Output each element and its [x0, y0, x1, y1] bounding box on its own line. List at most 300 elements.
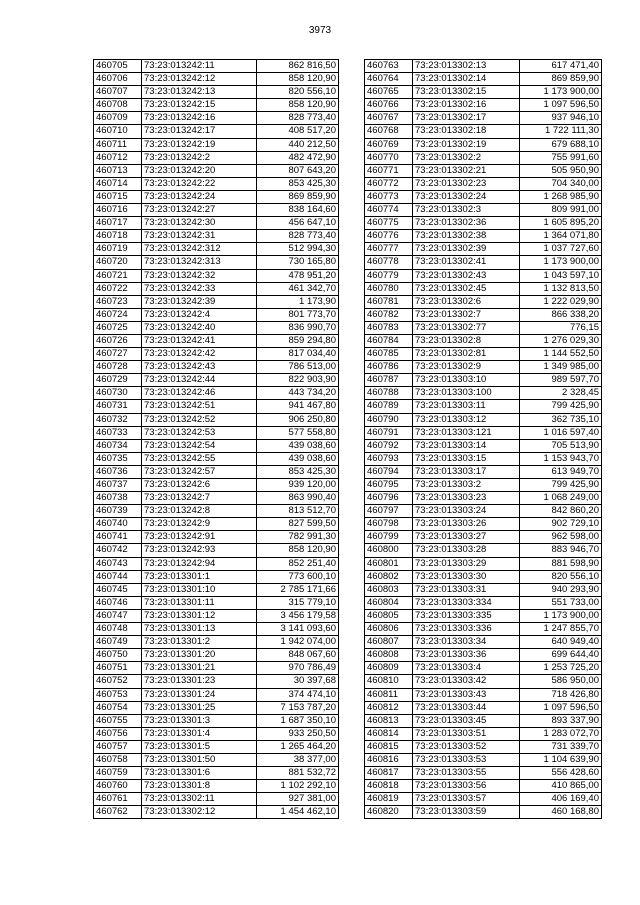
table-row: [94, 138, 339, 151]
table-row: [94, 387, 339, 400]
table-row: [94, 780, 339, 793]
cadastral-number-cell: 73:23:013302:8: [413, 334, 520, 347]
cadastral-value-cell: 822 903,90: [257, 374, 339, 387]
record-number-cell: 460790: [365, 413, 413, 426]
cadastral-value-cell: 482 472,90: [257, 151, 339, 164]
record-number-cell: 460807: [365, 636, 413, 649]
cadastral-number-cell: 73:23:013303:36: [413, 649, 520, 662]
record-number-cell: 460740: [94, 518, 142, 531]
cadastral-number-cell: 73:23:013303:15: [413, 452, 520, 465]
record-number-cell: 460820: [365, 806, 413, 819]
record-number-cell: 460713: [94, 164, 142, 177]
record-number-cell: 460774: [365, 204, 413, 217]
cadastral-number-cell: 73:23:013242:93: [142, 544, 257, 557]
table-row: [94, 321, 339, 334]
table-row: [365, 60, 602, 73]
cadastral-value-cell: 893 337,90: [520, 714, 602, 727]
cadastral-number-cell: 73:23:013242:13: [142, 86, 257, 99]
cadastral-value-cell: 3 141 093,60: [257, 623, 339, 636]
cadastral-number-cell: 73:23:013303:51: [413, 727, 520, 740]
cadastral-number-cell: 73:23:013301:1: [142, 570, 257, 583]
record-number-cell: 460725: [94, 321, 142, 334]
table-row: [94, 334, 339, 347]
cadastral-value-cell: 1 942 074,00: [257, 636, 339, 649]
record-number-cell: 460781: [365, 295, 413, 308]
cadastral-number-cell: 73:23:013302:39: [413, 243, 520, 256]
table-row: [94, 269, 339, 282]
record-number-cell: 460733: [94, 426, 142, 439]
record-number-cell: 460758: [94, 753, 142, 766]
record-number-cell: 460812: [365, 701, 413, 714]
record-number-cell: 460779: [365, 269, 413, 282]
cadastral-value-cell: 1 132 813,50: [520, 282, 602, 295]
cadastral-number-cell: 73:23:013242:91: [142, 531, 257, 544]
cadastral-number-cell: 73:23:013303:334: [413, 596, 520, 609]
table-row: [365, 505, 602, 518]
record-number-cell: 460771: [365, 164, 413, 177]
cadastral-number-cell: 73:23:013242:54: [142, 439, 257, 452]
cadastral-value-cell: 902 729,10: [520, 518, 602, 531]
cadastral-number-cell: 73:23:013301:12: [142, 609, 257, 622]
cadastral-value-cell: 731 339,70: [520, 740, 602, 753]
cadastral-value-cell: 406 169,40: [520, 793, 602, 806]
table-row: [94, 99, 339, 112]
table-row: [365, 557, 602, 570]
table-row: [365, 609, 602, 622]
table-row: [365, 164, 602, 177]
table-row: [94, 374, 339, 387]
cadastral-number-cell: 73:23:013242:17: [142, 125, 257, 138]
cadastral-value-cell: 1 283 072,70: [520, 727, 602, 740]
cadastral-value-cell: 1 268 985,90: [520, 190, 602, 203]
cadastral-value-cell: 439 038,60: [257, 439, 339, 452]
cadastral-number-cell: 73:23:013242:43: [142, 361, 257, 374]
cadastral-number-cell: 73:23:013303:56: [413, 780, 520, 793]
table-row: [365, 400, 602, 413]
cadastral-value-cell: 859 294,80: [257, 334, 339, 347]
record-number-cell: 460745: [94, 583, 142, 596]
cadastral-value-cell: 786 513,00: [257, 361, 339, 374]
record-number-cell: 460715: [94, 190, 142, 203]
cadastral-number-cell: 73:23:013242:2: [142, 151, 257, 164]
record-number-cell: 460748: [94, 623, 142, 636]
cadastral-number-cell: 73:23:013242:31: [142, 230, 257, 243]
table-row: [365, 623, 602, 636]
cadastral-number-cell: 73:23:013303:44: [413, 701, 520, 714]
cadastral-number-cell: 73:23:013303:2: [413, 479, 520, 492]
table-row: [365, 99, 602, 112]
cadastral-value-cell: 989 597,70: [520, 374, 602, 387]
table-row: [94, 727, 339, 740]
cadastral-value-cell: 705 513,90: [520, 439, 602, 452]
record-number-cell: 460782: [365, 308, 413, 321]
table-row: [94, 531, 339, 544]
table-row: [94, 452, 339, 465]
table-row: [365, 439, 602, 452]
cadastral-value-cell: 869 859,90: [520, 73, 602, 86]
cadastral-value-cell: 853 425,30: [257, 177, 339, 190]
record-number-cell: 460735: [94, 452, 142, 465]
cadastral-value-cell: 374 474,10: [257, 688, 339, 701]
record-number-cell: 460727: [94, 348, 142, 361]
table-row: [94, 60, 339, 73]
record-number-cell: 460764: [365, 73, 413, 86]
cadastral-number-cell: 73:23:013303:43: [413, 688, 520, 701]
table-row: [365, 596, 602, 609]
cadastral-number-cell: 73:23:013242:24: [142, 190, 257, 203]
cadastral-value-cell: 2 328,45: [520, 387, 602, 400]
cadastral-number-cell: 73:23:013303:45: [413, 714, 520, 727]
cadastral-number-cell: 73:23:013242:51: [142, 400, 257, 413]
cadastral-value-cell: 782 991,30: [257, 531, 339, 544]
record-number-cell: 460773: [365, 190, 413, 203]
cadastral-value-cell: 1 173 900,00: [520, 256, 602, 269]
record-number-cell: 460795: [365, 479, 413, 492]
cadastral-number-cell: 73:23:013302:13: [413, 60, 520, 73]
record-number-cell: 460789: [365, 400, 413, 413]
record-number-cell: 460803: [365, 583, 413, 596]
cadastral-number-cell: 73:23:013242:7: [142, 492, 257, 505]
cadastral-value-cell: 883 946,70: [520, 544, 602, 557]
record-number-cell: 460761: [94, 793, 142, 806]
cadastral-value-cell: 30 397,68: [257, 675, 339, 688]
table-row: [365, 688, 602, 701]
cadastral-value-cell: 551 733,00: [520, 596, 602, 609]
table-row: [365, 348, 602, 361]
table-row: [365, 151, 602, 164]
record-number-cell: 460743: [94, 557, 142, 570]
record-number-cell: 460806: [365, 623, 413, 636]
table-row: [365, 701, 602, 714]
cadastral-value-cell: 933 250,50: [257, 727, 339, 740]
table-row: [365, 217, 602, 230]
table-row: [365, 675, 602, 688]
cadastral-number-cell: 73:23:013303:34: [413, 636, 520, 649]
cadastral-value-cell: 962 598,00: [520, 531, 602, 544]
cadastral-value-cell: 863 990,40: [257, 492, 339, 505]
record-number-cell: 460754: [94, 701, 142, 714]
record-number-cell: 460809: [365, 662, 413, 675]
cadastral-value-cell: 869 859,90: [257, 190, 339, 203]
cadastral-number-cell: 73:23:013242:39: [142, 295, 257, 308]
table-row: [365, 727, 602, 740]
table-row: [94, 164, 339, 177]
cadastral-number-cell: 73:23:013301:21: [142, 662, 257, 675]
record-number-cell: 460714: [94, 177, 142, 190]
cadastral-number-cell: 73:23:013303:4: [413, 662, 520, 675]
record-number-cell: 460744: [94, 570, 142, 583]
table-row: [365, 452, 602, 465]
table-row: [365, 125, 602, 138]
record-number-cell: 460716: [94, 204, 142, 217]
record-number-cell: 460732: [94, 413, 142, 426]
cadastral-number-cell: 73:23:013303:12: [413, 413, 520, 426]
cadastral-value-cell: 858 120,90: [257, 544, 339, 557]
table-row: [94, 361, 339, 374]
table-row: [94, 413, 339, 426]
cadastral-value-cell: 1 173 900,00: [520, 86, 602, 99]
record-number-cell: 460708: [94, 99, 142, 112]
cadastral-value-cell: 842 860,20: [520, 505, 602, 518]
cadastral-number-cell: 73:23:013301:20: [142, 649, 257, 662]
cadastral-number-cell: 73:23:013302:17: [413, 112, 520, 125]
record-number-cell: 460734: [94, 439, 142, 452]
table-row: [365, 361, 602, 374]
table-row: [365, 583, 602, 596]
cadastral-value-cell: 718 426,80: [520, 688, 602, 701]
table-row: [94, 675, 339, 688]
cadastral-number-cell: 73:23:013242:52: [142, 413, 257, 426]
table-row: [365, 753, 602, 766]
cadastral-number-cell: 73:23:013302:43: [413, 269, 520, 282]
cadastral-number-cell: 73:23:013242:19: [142, 138, 257, 151]
record-number-cell: 460719: [94, 243, 142, 256]
cadastral-value-cell: 1 349 985,00: [520, 361, 602, 374]
cadastral-number-cell: 73:23:013302:6: [413, 295, 520, 308]
record-number-cell: 460801: [365, 557, 413, 570]
table-row: [365, 204, 602, 217]
cadastral-value-cell: 3 456 179,58: [257, 609, 339, 622]
record-number-cell: 460784: [365, 334, 413, 347]
record-number-cell: 460778: [365, 256, 413, 269]
cadastral-value-cell: 1 687 350,10: [257, 714, 339, 727]
cadastral-number-cell: 73:23:013242:57: [142, 465, 257, 478]
record-number-cell: 460776: [365, 230, 413, 243]
table-row: [94, 753, 339, 766]
cadastral-number-cell: 73:23:013242:40: [142, 321, 257, 334]
record-number-cell: 460769: [365, 138, 413, 151]
cadastral-number-cell: 73:23:013301:10: [142, 583, 257, 596]
page-number: 3973: [308, 25, 332, 36]
cadastral-number-cell: 73:23:013301:11: [142, 596, 257, 609]
table-row: [365, 544, 602, 557]
cadastral-value-cell: 827 599,50: [257, 518, 339, 531]
cadastral-value-cell: 362 735,10: [520, 413, 602, 426]
cadastral-value-cell: 1 222 029,90: [520, 295, 602, 308]
table-row: [365, 282, 602, 295]
cadastral-value-cell: 1 173 900,00: [520, 609, 602, 622]
record-number-cell: 460768: [365, 125, 413, 138]
table-row: [94, 609, 339, 622]
table-row: [94, 465, 339, 478]
record-number-cell: 460796: [365, 492, 413, 505]
cadastral-value-cell: 941 467,80: [257, 400, 339, 413]
cadastral-number-cell: 73:23:013303:29: [413, 557, 520, 570]
cadastral-value-cell: 1 722 111,30: [520, 125, 602, 138]
cadastral-number-cell: 73:23:013302:45: [413, 282, 520, 295]
record-number-cell: 460786: [365, 361, 413, 374]
cadastral-value-cell: 799 425,90: [520, 400, 602, 413]
record-number-cell: 460811: [365, 688, 413, 701]
cadastral-number-cell: 73:23:013302:81: [413, 348, 520, 361]
cadastral-number-cell: 73:23:013242:4: [142, 308, 257, 321]
cadastral-value-cell: 2 785 171,66: [257, 583, 339, 596]
cadastral-value-cell: 586 950,00: [520, 675, 602, 688]
record-number-cell: 460802: [365, 570, 413, 583]
table-row: [365, 321, 602, 334]
cadastral-value-cell: 809 991,00: [520, 204, 602, 217]
table-row: [365, 230, 602, 243]
cadastral-value-cell: 862 816,50: [257, 60, 339, 73]
record-number-cell: 460720: [94, 256, 142, 269]
table-row: [94, 596, 339, 609]
cadastral-value-cell: 799 425,90: [520, 479, 602, 492]
record-number-cell: 460706: [94, 73, 142, 86]
table-row: [94, 740, 339, 753]
cadastral-number-cell: 73:23:013303:28: [413, 544, 520, 557]
table-row: [94, 256, 339, 269]
cadastral-number-cell: 73:23:013242:312: [142, 243, 257, 256]
cadastral-number-cell: 73:23:013302:18: [413, 125, 520, 138]
table-row: [94, 439, 339, 452]
table-row: [94, 295, 339, 308]
table-row: [365, 662, 602, 675]
table-row: [94, 714, 339, 727]
record-number-cell: 460770: [365, 151, 413, 164]
record-number-cell: 460765: [365, 86, 413, 99]
cadastral-value-cell: 858 120,90: [257, 73, 339, 86]
cadastral-value-cell: 408 517,20: [257, 125, 339, 138]
cadastral-value-cell: 813 512,70: [257, 505, 339, 518]
cadastral-number-cell: 73:23:013302:14: [413, 73, 520, 86]
cadastral-value-cell: 927 381,00: [257, 793, 339, 806]
cadastral-number-cell: 73:23:013242:6: [142, 479, 257, 492]
record-number-cell: 460816: [365, 753, 413, 766]
table-row: [94, 649, 339, 662]
record-number-cell: 460808: [365, 649, 413, 662]
table-row: [365, 714, 602, 727]
cadastral-number-cell: 73:23:013242:20: [142, 164, 257, 177]
cadastral-value-cell: 699 644,40: [520, 649, 602, 662]
table-row: [365, 256, 602, 269]
table-row: [365, 308, 602, 321]
record-number-cell: 460763: [365, 60, 413, 73]
table-row: [94, 623, 339, 636]
table-row: [94, 806, 339, 819]
record-number-cell: 460757: [94, 740, 142, 753]
cadastral-value-cell: 852 251,40: [257, 557, 339, 570]
cadastral-value-cell: 505 950,90: [520, 164, 602, 177]
cadastral-value-cell: 866 338,20: [520, 308, 602, 321]
cadastral-value-cell: 1 043 597,10: [520, 269, 602, 282]
cadastral-number-cell: 73:23:013303:23: [413, 492, 520, 505]
cadastral-number-cell: 73:23:013303:10: [413, 374, 520, 387]
cadastral-number-cell: 73:23:013302:3: [413, 204, 520, 217]
cadastral-value-cell: 1 605 895,20: [520, 217, 602, 230]
cadastral-value-cell: 556 428,60: [520, 767, 602, 780]
cadastral-number-cell: 73:23:013301:2: [142, 636, 257, 649]
cadastral-number-cell: 73:23:013302:7: [413, 308, 520, 321]
cadastral-number-cell: 73:23:013242:41: [142, 334, 257, 347]
record-number-cell: 460799: [365, 531, 413, 544]
cadastral-number-cell: 73:23:013301:50: [142, 753, 257, 766]
record-number-cell: 460707: [94, 86, 142, 99]
record-number-cell: 460755: [94, 714, 142, 727]
cadastral-value-cell: 820 556,10: [520, 570, 602, 583]
table-row: [94, 204, 339, 217]
table-row: [94, 505, 339, 518]
cadastral-value-cell: 38 377,00: [257, 753, 339, 766]
cadastral-number-cell: 73:23:013242:11: [142, 60, 257, 73]
cadastral-number-cell: 73:23:013301:23: [142, 675, 257, 688]
table-row: [94, 73, 339, 86]
record-number-cell: 460798: [365, 518, 413, 531]
cadastral-number-cell: 73:23:013302:2: [413, 151, 520, 164]
table-row: [94, 793, 339, 806]
cadastral-value-cell: 1 173,90: [257, 295, 339, 308]
cadastral-value-cell: 460 168,80: [520, 806, 602, 819]
cadastral-value-cell: 1 102 292,10: [257, 780, 339, 793]
table-row: [94, 688, 339, 701]
record-number-cell: 460791: [365, 426, 413, 439]
table-row: [365, 518, 602, 531]
cadastral-number-cell: 73:23:013242:16: [142, 112, 257, 125]
cadastral-value-cell: 478 951,20: [257, 269, 339, 282]
cadastral-number-cell: 73:23:013301:3: [142, 714, 257, 727]
table-row: [94, 230, 339, 243]
table-row: [365, 86, 602, 99]
table-row: [365, 243, 602, 256]
record-number-cell: 460737: [94, 479, 142, 492]
record-number-cell: 460794: [365, 465, 413, 478]
record-number-cell: 460813: [365, 714, 413, 727]
table-row: [94, 662, 339, 675]
cadastral-number-cell: 73:23:013303:26: [413, 518, 520, 531]
cadastral-number-cell: 73:23:013302:21: [413, 164, 520, 177]
cadastral-number-cell: 73:23:013242:12: [142, 73, 257, 86]
table-row: [94, 544, 339, 557]
table-row: [94, 701, 339, 714]
record-number-cell: 460788: [365, 387, 413, 400]
record-number-cell: 460721: [94, 269, 142, 282]
cadastral-value-cell: 512 994,30: [257, 243, 339, 256]
record-number-cell: 460722: [94, 282, 142, 295]
cadastral-value-cell: 906 250,80: [257, 413, 339, 426]
cadastral-number-cell: 73:23:013303:57: [413, 793, 520, 806]
table-row: [365, 138, 602, 151]
cadastral-value-cell: 1 016 597,40: [520, 426, 602, 439]
cadastral-number-cell: 73:23:013303:24: [413, 505, 520, 518]
cadastral-number-cell: 73:23:013242:46: [142, 387, 257, 400]
cadastral-value-cell: 1 364 071,80: [520, 230, 602, 243]
record-number-cell: 460747: [94, 609, 142, 622]
cadastral-number-cell: 73:23:013302:15: [413, 86, 520, 99]
cadastral-value-cell: 1 104 639,90: [520, 753, 602, 766]
record-number-cell: 460751: [94, 662, 142, 675]
table-row: [365, 295, 602, 308]
cadastral-number-cell: 73:23:013302:23: [413, 177, 520, 190]
cadastral-value-cell: 820 556,10: [257, 86, 339, 99]
cadastral-number-cell: 73:23:013302:77: [413, 321, 520, 334]
cadastral-number-cell: 73:23:013242:32: [142, 269, 257, 282]
record-number-cell: 460710: [94, 125, 142, 138]
record-number-cell: 460792: [365, 439, 413, 452]
record-number-cell: 460731: [94, 400, 142, 413]
table-row: [94, 570, 339, 583]
record-number-cell: 460729: [94, 374, 142, 387]
record-number-cell: 460780: [365, 282, 413, 295]
cadastral-value-cell: 704 340,00: [520, 177, 602, 190]
record-number-cell: 460767: [365, 112, 413, 125]
cadastral-number-cell: 73:23:013242:15: [142, 99, 257, 112]
table-row: [94, 479, 339, 492]
record-number-cell: 460705: [94, 60, 142, 73]
cadastral-value-cell: 1 097 596,50: [520, 701, 602, 714]
table-row: [94, 125, 339, 138]
cadastral-value-cell: 848 067,60: [257, 649, 339, 662]
table-row: [365, 806, 602, 819]
table-row: [94, 308, 339, 321]
